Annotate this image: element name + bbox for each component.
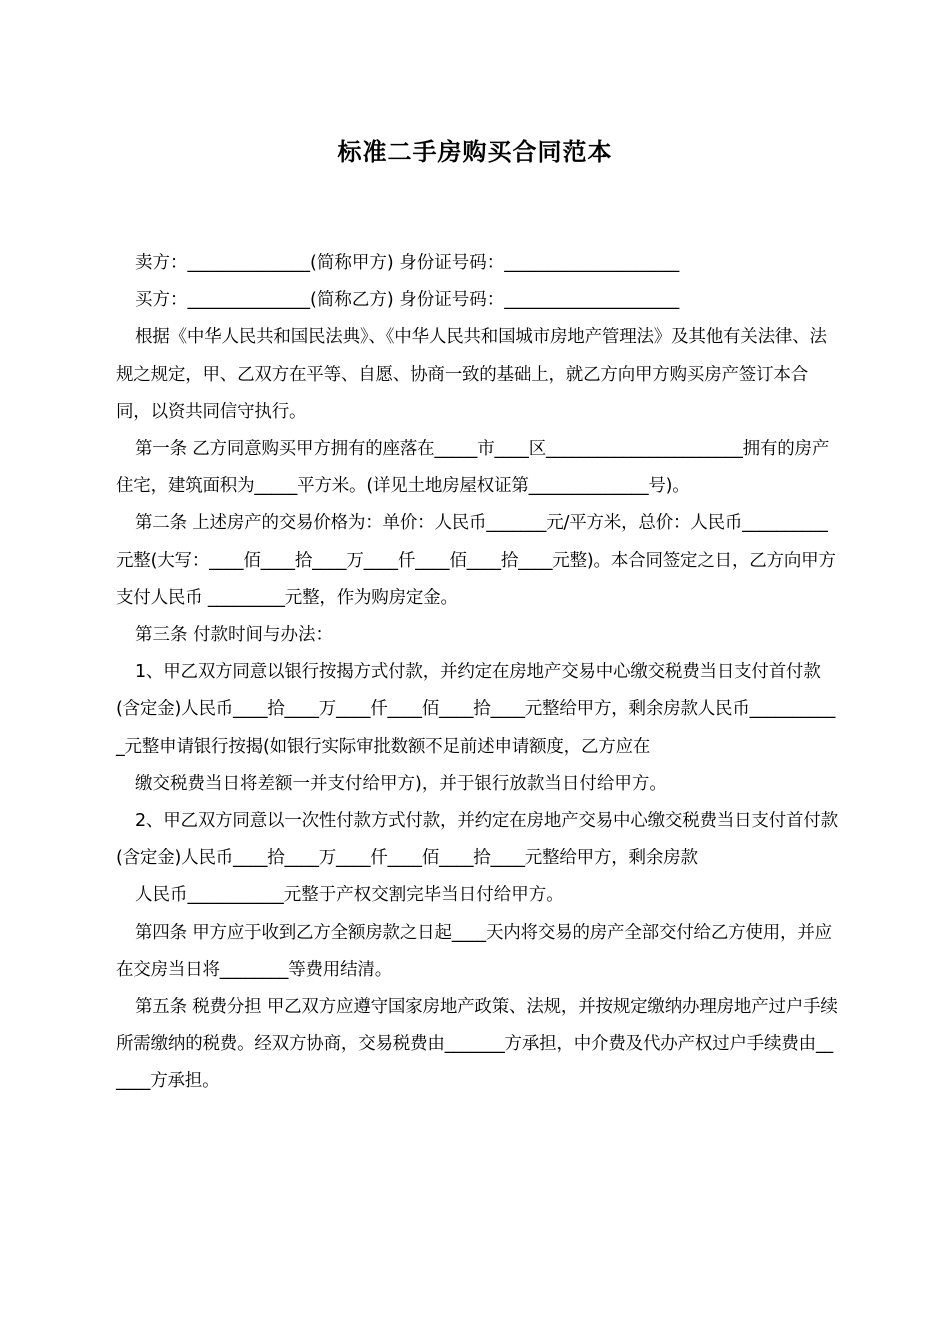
document-title: 标准二手房购买合同范本	[337, 138, 613, 166]
article-3-clause-2-continued: 人民币___________元整于产权交割完毕当日付给甲方。	[135, 885, 564, 906]
seller-line: 卖方：______________(简称甲方) 身份证号码：____________________	[135, 253, 680, 273]
article-5-paragraph: 第五条 税费分担 甲乙双方应遵守国家房地产政策、法规，并按规定缴纳办理房地产过户手续所需缴纳的税费。经双方协商，交易税费由_______方承担，中介费及代办产权过户手续费由______方承担。	[116, 997, 838, 1092]
document-body	[116, 245, 838, 1101]
article-3-clause-1-continued: 缴交税费当日将差额一并支付给甲方)，并于银行放款当日付给甲方。	[135, 773, 667, 794]
article-2-paragraph: 第二条 上述房产的交易价格为：单价：人民币_______元/平方米，总价：人民币__________元整(大写：____佰____拾____万____仟____佰____拾____元整)。本合同签定之日，乙方向甲方支付人民币 _________元整，作为购房定金。	[116, 513, 836, 608]
article-1-paragraph: 第一条 乙方同意购买甲方拥有的座落在_____市____区_______________________拥有的房产住宅，建筑面积为_____平方米。(详见土地房屋权证第______________号)。	[116, 439, 830, 497]
buyer-line: 买方：______________(简称乙方) 身份证号码：____________________	[135, 290, 680, 311]
article-3-clause-2: 2、甲乙双方同意以一次性付款方式付款，并约定在房地产交易中心缴交税费当日支付首付款(含定金)人民币____拾____万____仟____佰____拾____元整给甲方，剩余房款	[116, 811, 838, 869]
article-3-heading: 第三条 付款时间与办法：	[135, 625, 334, 646]
preamble-paragraph: 根据《中华人民共和国民法典》、《中华人民共和国城市房地产管理法》及其他有关法律、法规之规定，甲、乙双方在平等、自愿、协商一致的基础上，就乙方向甲方购买房产签订本合同，以资共同信守执行。	[116, 327, 827, 422]
article-3-clause-1: 1、甲乙双方同意以银行按揭方式付款，并约定在房地产交易中心缴交税费当日支付首付款(含定金)人民币____拾____万____仟____佰____拾____元整给甲方，剩余房款人民币___________元整申请银行按揭(如银行实际审批数额不足前述申请额度，乙方应在	[116, 662, 836, 757]
article-4-paragraph: 第四条 甲方应于收到乙方全额房款之日起____天内将交易的房产全部交付给乙方使用，并应在交房当日将________等费用结清。	[116, 922, 832, 980]
